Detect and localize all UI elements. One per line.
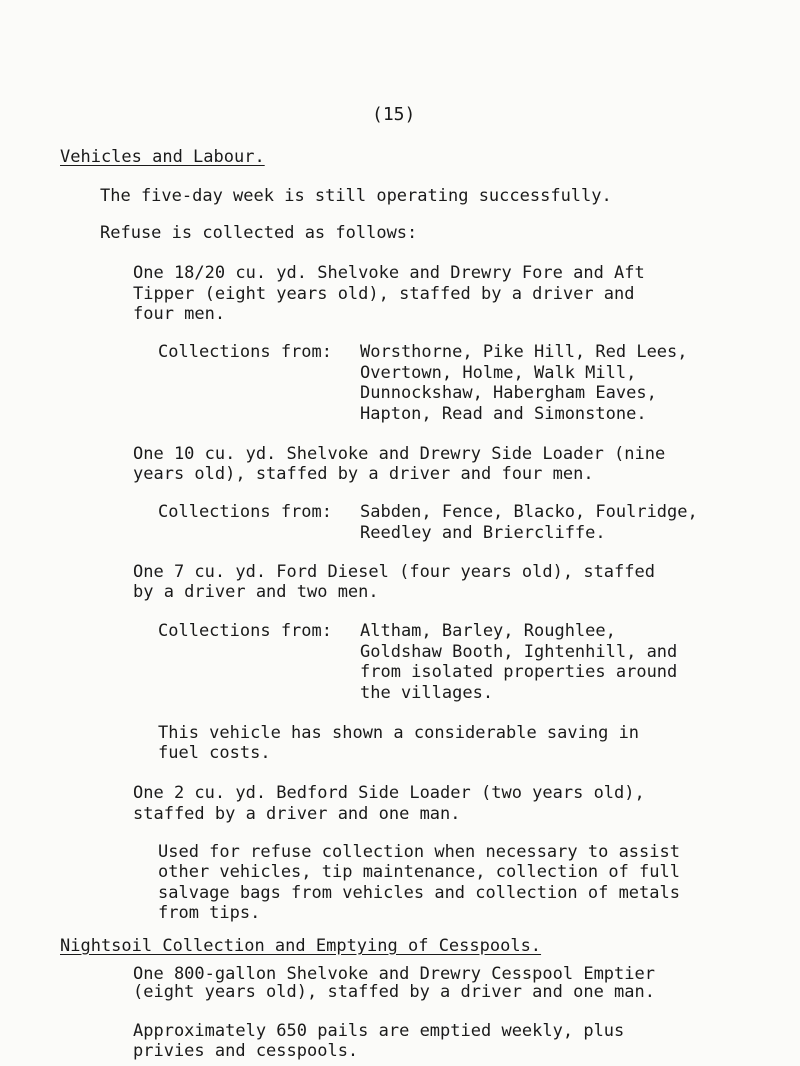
vehicle2-line: One 10 cu. yd. Shelvoke and Drewry Side Loader (nine bbox=[133, 443, 666, 464]
cesspool-vehicle-line: One 800-gallon Shelvoke and Drewry Cesspool Emptier bbox=[133, 963, 655, 984]
vehicle4-note: Used for refuse collection when necessary to assist bbox=[158, 841, 680, 862]
vehicle3-note: fuel costs. bbox=[158, 743, 271, 764]
collections-line: Hapton, Read and Simonstone. bbox=[360, 403, 647, 424]
vehicle1-line: Tipper (eight years old), staffed by a driver and bbox=[133, 283, 635, 304]
collections-line: Reedley and Briercliffe. bbox=[360, 522, 606, 543]
vehicle2-line: years old), staffed by a driver and four men. bbox=[133, 464, 594, 485]
cesspool-vehicle-line: (eight years old), staffed by a driver and one man. bbox=[133, 982, 655, 1003]
vehicle4-note: salvage bags from vehicles and collection of metals bbox=[158, 882, 680, 903]
vehicle4-line: staffed by a driver and one man. bbox=[133, 803, 461, 824]
collections-line: from isolated properties around bbox=[360, 662, 678, 683]
collections-line: Sabden, Fence, Blacko, Foulridge, bbox=[360, 502, 698, 523]
vehicle4-line: One 2 cu. yd. Bedford Side Loader (two years old), bbox=[133, 783, 645, 804]
collections-label: Collections from: bbox=[158, 621, 332, 642]
vehicle1-line: One 18/20 cu. yd. Shelvoke and Drewry Fore and Aft bbox=[133, 263, 645, 284]
collections-label: Collections from: bbox=[158, 342, 332, 363]
collections-line: Worsthorne, Pike Hill, Red Lees, bbox=[360, 342, 688, 363]
intro-line: Refuse is collected as follows: bbox=[100, 223, 418, 244]
page-number: (15) bbox=[372, 104, 416, 125]
collections-label: Collections from: bbox=[158, 502, 332, 523]
section-heading-nightsoil: Nightsoil Collection and Emptying of Cesspools. bbox=[60, 935, 542, 956]
vehicle4-note: from tips. bbox=[158, 903, 261, 924]
collections-line: Goldshaw Booth, Ightenhill, and bbox=[360, 641, 678, 662]
section-heading-vehicles: Vehicles and Labour. bbox=[60, 147, 265, 167]
collections-line: the villages. bbox=[360, 682, 494, 703]
vehicle3-line: by a driver and two men. bbox=[133, 582, 379, 603]
intro-line: The five-day week is still operating successfully. bbox=[100, 186, 612, 207]
collections-line: Dunnockshaw, Habergham Eaves, bbox=[360, 383, 657, 404]
collections-line: Altham, Barley, Roughlee, bbox=[360, 621, 616, 642]
vehicle1-line: four men. bbox=[133, 304, 226, 325]
collections-line: Overtown, Holme, Walk Mill, bbox=[360, 362, 637, 383]
vehicle4-note: other vehicles, tip maintenance, collection of full bbox=[158, 862, 680, 883]
vehicle3-note: This vehicle has shown a considerable saving in bbox=[158, 722, 640, 743]
vehicle3-line: One 7 cu. yd. Ford Diesel (four years old), staffed bbox=[133, 561, 655, 582]
cesspool-note: privies and cesspools. bbox=[133, 1041, 359, 1061]
cesspool-note: Approximately 650 pails are emptied weekly, plus bbox=[133, 1020, 625, 1041]
